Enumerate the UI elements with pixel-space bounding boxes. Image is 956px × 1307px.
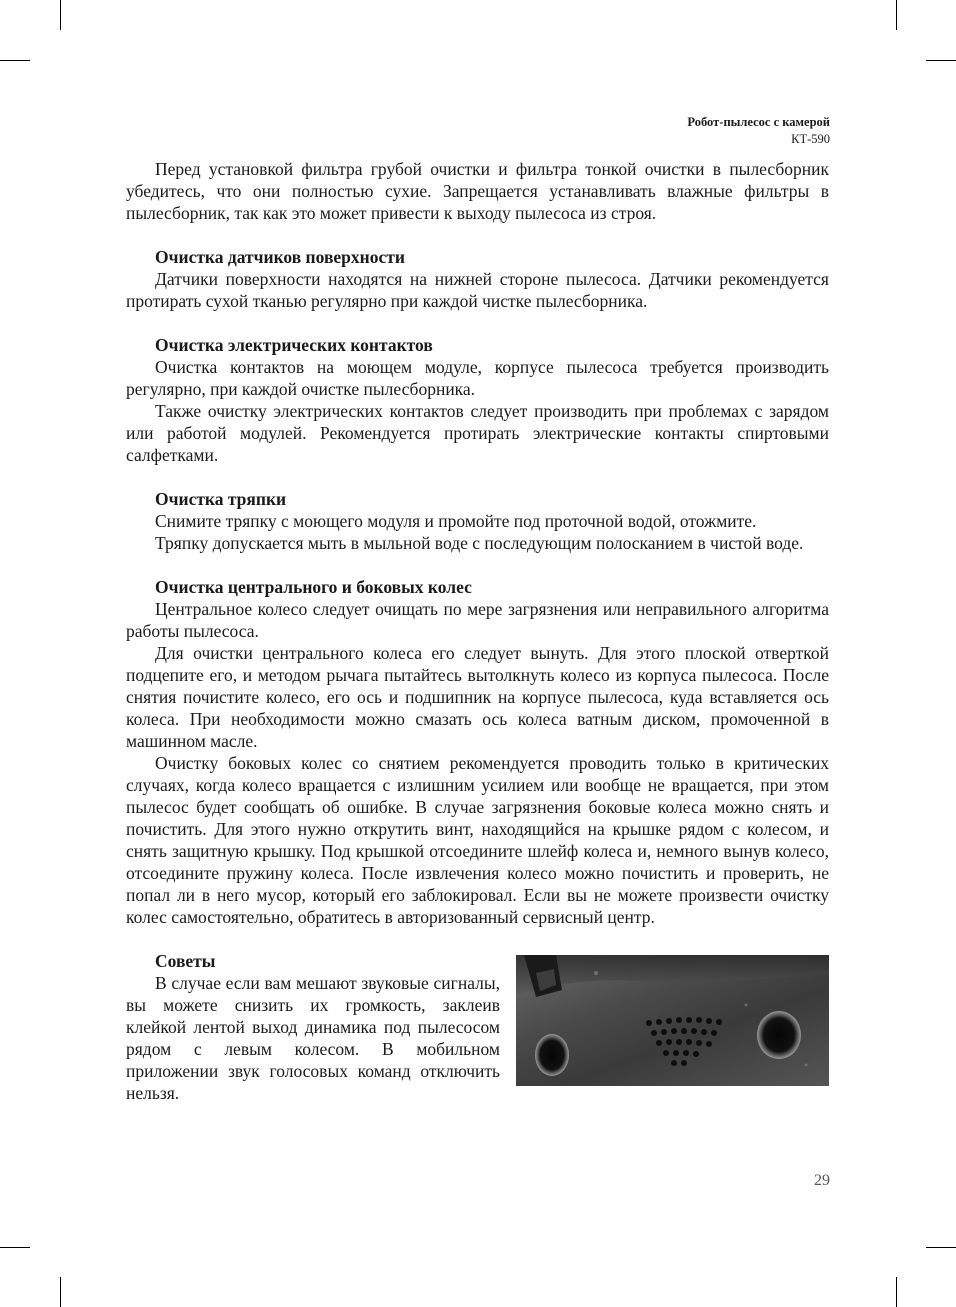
section-heading-wheels: Очистка центрального и боковых колес (155, 577, 472, 597)
paragraph: Очистку боковых колес со снятием рекомендуется проводить только в критических случаях, когда колесо вращается с излишним усилием или вообще не вращается, при этом пылесос будет сообщать об ошибке. В случае загрязнения боковые колеса можно снять и почистить. Для этого нужно открутить винт, находящийся на крышке рядом с колесом, и снять защитную крышку. Под крышкой отсоедините шлейф колеса и, немного вынув колесо, отсоедините пружину колеса. После извлечения колесо можно почистить и проверить, не попал ли в него мусор, который его заблокировал. Если вы не можете произвести очистку колес самостоятельно, обратитесь в авторизованный сервисный центр. (126, 753, 829, 927)
speaker-photo-illustration (516, 955, 829, 1086)
intro-paragraph: Перед установкой фильтра грубой очистки и фильтра тонкой очистки в пылесборник убедитесь, что они полностью сухие. Запрещается устанавливать влажные фильтры в пылесборник, так как это может привести к выходу пылесоса из строя. (126, 159, 829, 223)
crop-mark (0, 60, 30, 61)
crop-mark (60, 0, 61, 30)
header-title: Робот-пылесос с камерой (687, 115, 830, 129)
paragraph: Датчики поверхности находятся на нижней стороне пылесоса. Датчики рекомендуется протирать сухой тканью регулярно при каждой чистке пылесборника. (126, 269, 829, 311)
crop-mark (896, 1277, 897, 1307)
crop-mark (0, 1247, 30, 1248)
section-heading-contacts: Очистка электрических контактов (155, 335, 433, 355)
crop-mark (60, 1277, 61, 1307)
tips-paragraph: В случае если вам мешают звуковые сигналы, вы можете снизить их громкость, заклеив клейкой лентой выход динамика под пылесосом рядом с левым колесом. В мобильном приложении звук голосовых команд отключить нельзя. (126, 973, 500, 1103)
page-content (126, 158, 829, 1104)
paragraph: Для очистки центрального колеса его следует вынуть. Для этого плоской отверткой подцепите его, и методом рычага пытайтесь вытолкнуть колесо из корпуса пылесоса. После снятия почистите колесо, его ось и подшипник на корпусе пылесоса, куда вставляется ось колеса. При необходимости можно смазать ось колеса ватным диском, промоченной в машинном масле. (126, 643, 829, 751)
crop-mark (896, 0, 897, 30)
section-heading-tips: Советы (155, 951, 216, 971)
section-heading-cloth: Очистка тряпки (155, 489, 287, 509)
speaker-photo (516, 955, 829, 1086)
crop-mark (926, 60, 956, 61)
page-number: 29 (814, 1172, 830, 1189)
header-model: КТ-590 (791, 132, 830, 146)
running-header (687, 114, 830, 148)
section-heading-sensors: Очистка датчиков поверхности (155, 247, 405, 267)
paragraph: Центральное колесо следует очищать по мере загрязнения или неправильного алгоритма работы пылесоса. (126, 599, 829, 641)
paragraph: Очистка контактов на моющем модуле, корпусе пылесоса требуется производить регулярно, при каждой очистке пылесборника. (126, 357, 829, 399)
tips-section (126, 950, 829, 1104)
paragraph: Тряпку допускается мыть в мыльной воде с последующим полосканием в чистой воде. (155, 533, 804, 553)
crop-mark (926, 1247, 956, 1248)
paragraph: Также очистку электрических контактов следует производить при проблемах с зарядом или работой модулей. Рекомендуется протирать электрические контакты спиртовыми салфетками. (126, 401, 829, 465)
paragraph: Снимите тряпку с моющего модуля и промойте под проточной водой, отожмите. (155, 511, 757, 531)
